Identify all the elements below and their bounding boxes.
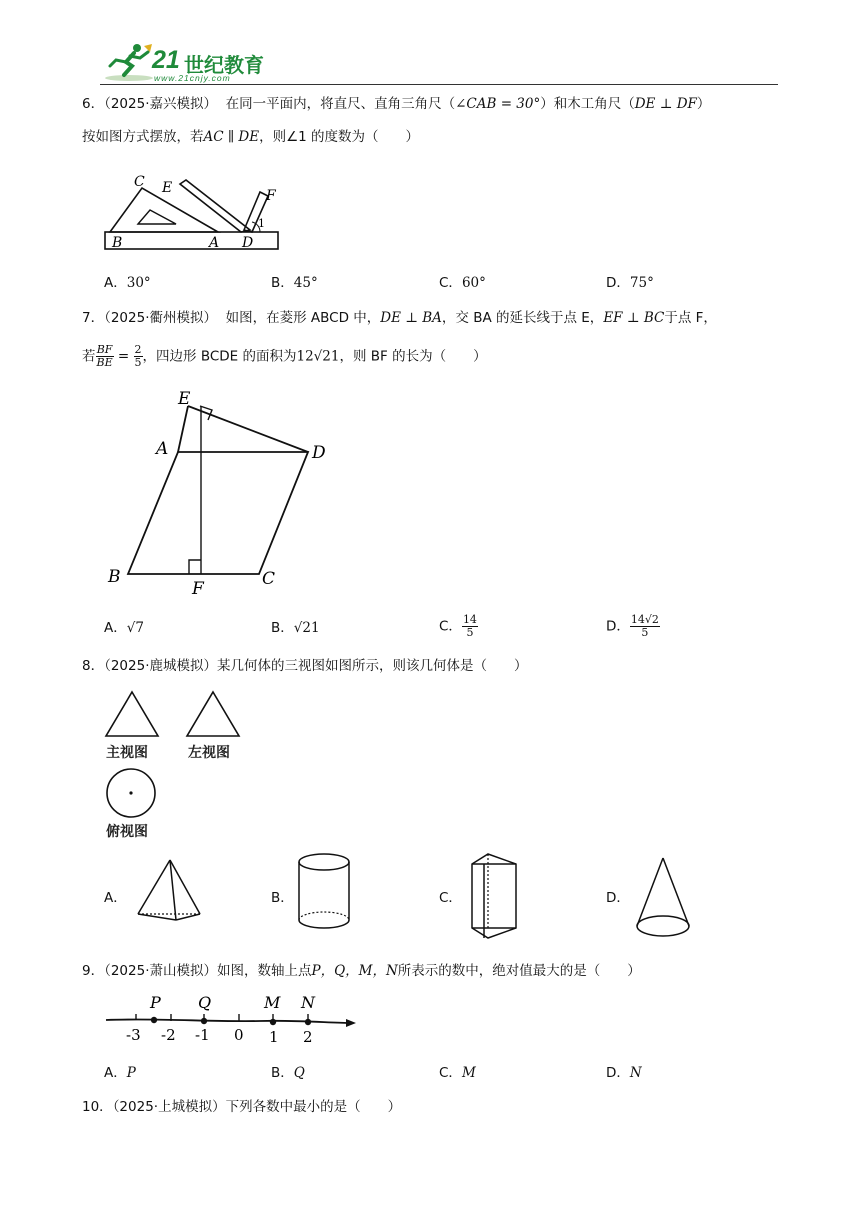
math-expression: EF ⊥ BC bbox=[603, 310, 665, 326]
figure-label: A bbox=[209, 235, 220, 251]
fraction-denominator: 5 bbox=[641, 626, 649, 639]
option-letter: C． bbox=[439, 275, 462, 291]
fraction-numerator: 14√2 bbox=[630, 613, 659, 626]
tick-label: -2 bbox=[161, 1026, 176, 1044]
figure-label: A bbox=[156, 439, 169, 459]
question-text: 于点 F， bbox=[664, 310, 717, 326]
figure-label: C bbox=[262, 569, 276, 589]
option-letter: B． bbox=[271, 275, 294, 291]
question-text: ） bbox=[696, 96, 711, 112]
question-number: 8． bbox=[82, 658, 105, 674]
view-caption-front: 主视图 bbox=[106, 745, 148, 761]
question-text: ，则 BF 的长为（ ） bbox=[339, 348, 487, 365]
question-source: （2025·萧山模拟） bbox=[104, 963, 217, 979]
cone-icon[interactable] bbox=[634, 856, 692, 940]
question-text: 某几何体的三视图如图所示，则该几何体是（ ） bbox=[217, 658, 528, 674]
fraction bbox=[134, 344, 143, 369]
option-value: Q bbox=[293, 1065, 305, 1081]
math-expression: ∠CAB = 30° bbox=[455, 96, 541, 112]
figure-label: E bbox=[178, 389, 191, 409]
option-a[interactable] bbox=[104, 888, 127, 908]
question-7-line-1 bbox=[82, 308, 717, 328]
question-text: 下列各数中最小的是（ ） bbox=[225, 1099, 402, 1115]
question-6-line-2 bbox=[82, 127, 419, 147]
fraction bbox=[630, 614, 660, 639]
question-source: （2025·衢州模拟） bbox=[104, 310, 217, 326]
question-source: （2025·上城模拟） bbox=[112, 1099, 226, 1115]
fraction-denominator: 5 bbox=[466, 626, 474, 639]
question-source: （2025·嘉兴模拟） bbox=[104, 96, 217, 112]
option-letter: C． bbox=[439, 1065, 462, 1081]
number-line bbox=[100, 990, 362, 1050]
option-c[interactable] bbox=[439, 273, 486, 293]
runner-icon bbox=[104, 42, 154, 82]
option-b[interactable] bbox=[271, 888, 294, 908]
option-c[interactable] bbox=[439, 888, 462, 908]
figure-label: B bbox=[112, 235, 123, 251]
question-number: 9． bbox=[82, 963, 105, 979]
cylinder-icon[interactable] bbox=[296, 852, 352, 932]
fraction-numerator: 2 bbox=[134, 343, 142, 356]
figure-label: F bbox=[266, 188, 276, 204]
option-letter: A． bbox=[104, 890, 127, 906]
math-expression: DE ⊥ DF bbox=[634, 96, 697, 112]
option-value: 75° bbox=[629, 275, 654, 291]
option-letter: C． bbox=[439, 618, 462, 635]
logo-number: 21 bbox=[152, 46, 180, 74]
logo-text: 世纪教育 bbox=[184, 53, 264, 77]
point-label: M bbox=[264, 993, 281, 1012]
question-10-line-1 bbox=[82, 1097, 401, 1117]
point-label: N bbox=[301, 993, 315, 1012]
option-d[interactable] bbox=[606, 1063, 642, 1083]
option-value: N bbox=[629, 1065, 642, 1081]
triangular-pyramid-icon[interactable] bbox=[134, 858, 204, 922]
option-value: M bbox=[461, 1065, 476, 1081]
option-b[interactable] bbox=[271, 273, 318, 293]
question-source: （2025·鹿城模拟） bbox=[104, 658, 217, 674]
triangular-prism-icon[interactable] bbox=[468, 852, 520, 942]
question-text: ）和木工角尺（ bbox=[540, 96, 635, 112]
point-label: Q bbox=[198, 993, 212, 1012]
question-7-figure bbox=[100, 382, 345, 597]
tick-label: 1 bbox=[269, 1028, 279, 1046]
question-8-line-1 bbox=[82, 656, 528, 676]
option-c[interactable] bbox=[439, 1063, 476, 1083]
fraction-denominator: BE bbox=[96, 356, 113, 369]
fraction-denominator: 5 bbox=[134, 356, 142, 369]
question-text: 在同一平面内，将直尺、直角三角尺（ bbox=[225, 96, 456, 112]
math-expression: 12√21 bbox=[296, 348, 340, 365]
question-text: 如图，数轴上点 bbox=[217, 963, 312, 979]
option-d[interactable] bbox=[606, 273, 654, 293]
option-a[interactable] bbox=[104, 618, 144, 638]
logo-url: www.21cnjy.com bbox=[154, 73, 231, 83]
question-text: 若 bbox=[82, 348, 96, 365]
tick-label: -3 bbox=[126, 1026, 141, 1044]
option-letter: A． bbox=[104, 620, 127, 636]
option-value: 30° bbox=[126, 275, 151, 291]
point-label: P bbox=[150, 993, 161, 1012]
tick-label: 0 bbox=[234, 1026, 244, 1044]
fraction-numerator: BF bbox=[96, 343, 113, 356]
option-b[interactable] bbox=[271, 618, 320, 638]
question-text: 按如图方式摆放，若 bbox=[82, 129, 204, 145]
option-value: 60° bbox=[461, 275, 486, 291]
option-c[interactable] bbox=[439, 614, 478, 639]
math-expression: AC ∥ DE bbox=[203, 129, 260, 145]
tick-label: -1 bbox=[195, 1026, 210, 1044]
math-expression: DE ⊥ BA bbox=[380, 310, 442, 326]
option-value: 45° bbox=[293, 275, 318, 291]
figure-label: D bbox=[312, 443, 326, 463]
fraction bbox=[96, 344, 114, 369]
question-text: ，四边形 BCDE 的面积为 bbox=[142, 348, 297, 365]
figure-label: C bbox=[134, 174, 145, 190]
question-6-line-1 bbox=[82, 94, 710, 114]
question-text: 如图，在菱形 ABCD 中， bbox=[225, 310, 381, 326]
option-value: √21 bbox=[293, 620, 320, 636]
option-b[interactable] bbox=[271, 1063, 305, 1083]
view-caption-top: 俯视图 bbox=[106, 824, 148, 840]
option-a[interactable] bbox=[104, 273, 151, 293]
view-caption-left: 左视图 bbox=[188, 745, 230, 761]
figure-label: D bbox=[242, 235, 254, 251]
option-letter: D． bbox=[606, 890, 630, 906]
figure-label: B bbox=[108, 567, 121, 587]
logo bbox=[104, 40, 274, 84]
header-rule bbox=[100, 84, 778, 85]
question-text: ，交 BA 的延长线于点 E， bbox=[441, 310, 604, 326]
question-7-line-2 bbox=[82, 344, 487, 369]
option-letter: C． bbox=[439, 890, 462, 906]
figure-label: 1 bbox=[258, 217, 265, 230]
figure-label: E bbox=[162, 180, 173, 196]
question-9-line-1 bbox=[82, 961, 641, 981]
front-view-triangle bbox=[104, 690, 160, 740]
option-d[interactable] bbox=[606, 888, 630, 908]
question-number: 6． bbox=[82, 96, 105, 112]
option-value: P bbox=[126, 1065, 136, 1081]
tick-label: 2 bbox=[303, 1028, 313, 1046]
question-text: 所表示的数中，绝对值最大的是（ ） bbox=[397, 963, 641, 979]
option-letter: B． bbox=[271, 890, 294, 906]
equals-sign: = bbox=[113, 348, 134, 365]
option-letter: A． bbox=[104, 1065, 127, 1081]
option-letter: D． bbox=[606, 1065, 630, 1081]
option-value: √7 bbox=[126, 620, 144, 636]
option-letter: D． bbox=[606, 275, 630, 291]
math-expression: P，Q，M，N bbox=[311, 963, 398, 979]
option-letter: B． bbox=[271, 1065, 294, 1081]
fraction-numerator: 14 bbox=[462, 613, 477, 626]
question-6-figure bbox=[100, 170, 285, 255]
top-view-circle bbox=[102, 768, 160, 818]
figure-label: F bbox=[192, 579, 204, 597]
option-letter: A． bbox=[104, 275, 127, 291]
option-a[interactable] bbox=[104, 1063, 136, 1083]
option-letter: B． bbox=[271, 620, 294, 636]
question-number: 7． bbox=[82, 310, 105, 326]
question-text: ，则∠1 的度数为（ ） bbox=[259, 129, 420, 145]
question-number: 10． bbox=[82, 1099, 113, 1115]
option-d[interactable] bbox=[606, 614, 660, 639]
fraction bbox=[462, 614, 478, 639]
option-letter: D． bbox=[606, 618, 630, 635]
left-view-triangle bbox=[185, 690, 241, 740]
